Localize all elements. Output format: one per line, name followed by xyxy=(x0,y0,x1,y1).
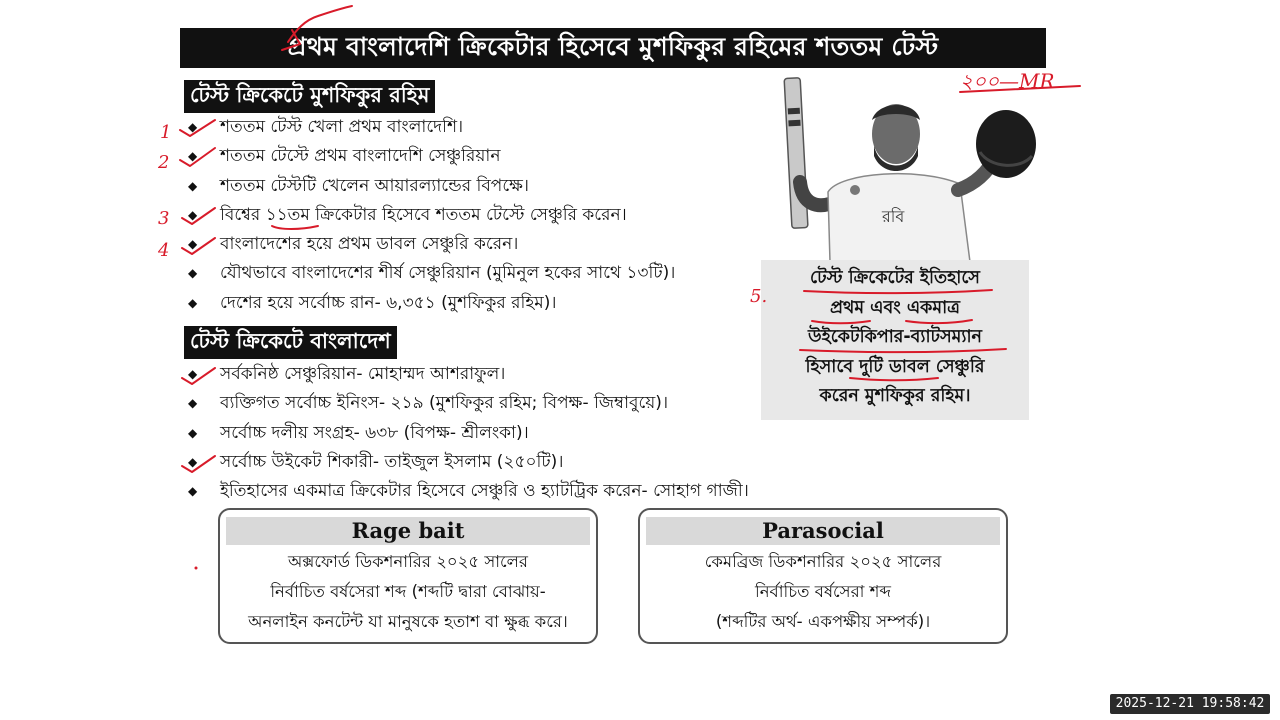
word-card-line: নির্বাচিত বর্ষসেরা শব্দ xyxy=(754,582,892,601)
bullet-icon: ◆ xyxy=(188,266,198,281)
annotation-number: 2 xyxy=(158,152,170,173)
list-item: ◆ ব্যক্তিগত সর্বোচ্চ ইনিংস- ২১৯ (মুশফিকুর রহিম; বিপক্ষ- জিম্বাবুয়ে)। xyxy=(184,389,749,418)
list-item: ◆ সর্বোচ্চ দলীয় সংগ্রহ- ৬৩৮ (বিপক্ষ- শ্রীলংকা)। xyxy=(184,419,749,448)
word-card-line: অক্সফোর্ড ডিকশনারির ২০২৫ সালের xyxy=(287,552,529,571)
section-heading-bangladesh: টেস্ট ক্রিকেটে বাংলাদেশ xyxy=(184,326,397,359)
list-item: ◆ দেশের হয়ে সর্বোচ্চ রান- ৬,৩৫১ (মুশফিকুর রহিম)। xyxy=(184,289,675,318)
word-card-line: (শব্দটির অর্থ- একপক্ষীয় সম্পর্ক)। xyxy=(715,612,931,631)
bullet-icon: ◆ xyxy=(188,178,198,193)
bullet-icon: ◆ xyxy=(188,295,198,310)
bullet-icon: ◆ xyxy=(188,237,198,252)
annotation-number: 5. xyxy=(750,286,768,307)
jersey-logo-text: রবি xyxy=(882,207,905,226)
list-item: ◆ শততম টেস্টটি খেলেন আয়ারল্যান্ডের বিপক্ষে। xyxy=(184,172,675,201)
bullet-icon: ◆ xyxy=(188,120,198,134)
highlight-line: উইকেটকিপার-ব্যাটসম্যান xyxy=(808,327,982,347)
list-item: ◆ সর্বকনিষ্ঠ সেঞ্চুরিয়ান- মোহাম্মদ আশরাফুল। xyxy=(184,360,749,389)
list-item: ◆ শততম টেস্ট খেলা প্রথম বাংলাদেশি। xyxy=(184,113,675,142)
section-heading-mushfiq: টেস্ট ক্রিকেটে মুশফিকুর রহিম xyxy=(184,80,435,113)
annotation-number: 4 xyxy=(158,240,170,261)
bullet-icon: ◆ xyxy=(188,149,198,164)
bullet-icon: ◆ xyxy=(188,367,198,381)
annotation-number: 3 xyxy=(158,208,170,229)
bullet-icon: ◆ xyxy=(188,484,198,499)
list-item: ◆ বাংলাদেশের হয়ে প্রথম ডাবল সেঞ্চুরি করেন। xyxy=(184,230,675,259)
word-card-line: নির্বাচিত বর্ষসেরা শব্দ (শব্দটি দ্বারা বোঝায়- xyxy=(270,582,546,601)
word-card-title: Parasocial xyxy=(646,517,1000,545)
highlight-line: হিসাবে দুটি ডাবল সেঞ্চুরি xyxy=(805,356,985,377)
list-item: ◆ বিশ্বের ১১তম ক্রিকেটার হিসেবে শততম টেস্টে সেঞ্চুরি করেন। xyxy=(184,201,675,230)
bullet-icon: ◆ xyxy=(188,207,198,222)
annotation-note: ২০০—MR xyxy=(960,69,1055,93)
bullet-icon: ◆ xyxy=(188,396,198,411)
annotation-number: 1 xyxy=(160,122,172,143)
bullet-icon: ◆ xyxy=(188,454,198,469)
word-card-title: Rage bait xyxy=(226,517,590,545)
list-item: ◆ যৌথভাবে বাংলাদেশের শীর্ষ সেঞ্চুরিয়ান (মুমিনুল হকের সাথে ১৩টি)। xyxy=(184,259,675,288)
list-item: ◆ শততম টেস্টে প্রথম বাংলাদেশি সেঞ্চুরিয়ান xyxy=(184,142,675,171)
list-item: ◆ ইতিহাসের একমাত্র ক্রিকেটার হিসেবে সেঞ্চুরি ও হ্যাটট্রিক করেন- সোহাগ গাজী। xyxy=(184,477,749,506)
bullet-icon: ◆ xyxy=(188,425,198,440)
highlight-line: প্রথম এবং একমাত্র xyxy=(829,297,961,318)
video-timestamp: 2025-12-21 19:58:42 xyxy=(1110,694,1270,714)
highlight-line: টেস্ট ক্রিকেটের ইতিহাসে xyxy=(810,268,980,288)
list-item: ◆ সর্বোচ্চ উইকেট শিকারী- তাইজুল ইসলাম (২৫০টি)। xyxy=(184,448,749,477)
highlight-line: করেন মুশফিকুর রহিম। xyxy=(819,386,971,406)
word-card-line: কেমব্রিজ ডিকশনারির ২০২৫ সালের xyxy=(704,552,942,571)
page-title: প্রথম বাংলাদেশি ক্রিকেটার হিসেবে মুশফিকুর রহিমের শততম টেস্ট xyxy=(180,28,1046,68)
word-card-line: অনলাইন কনটেন্ট যা মানুষকে হতাশ বা ক্ষুব্ধ করে। xyxy=(248,612,568,631)
